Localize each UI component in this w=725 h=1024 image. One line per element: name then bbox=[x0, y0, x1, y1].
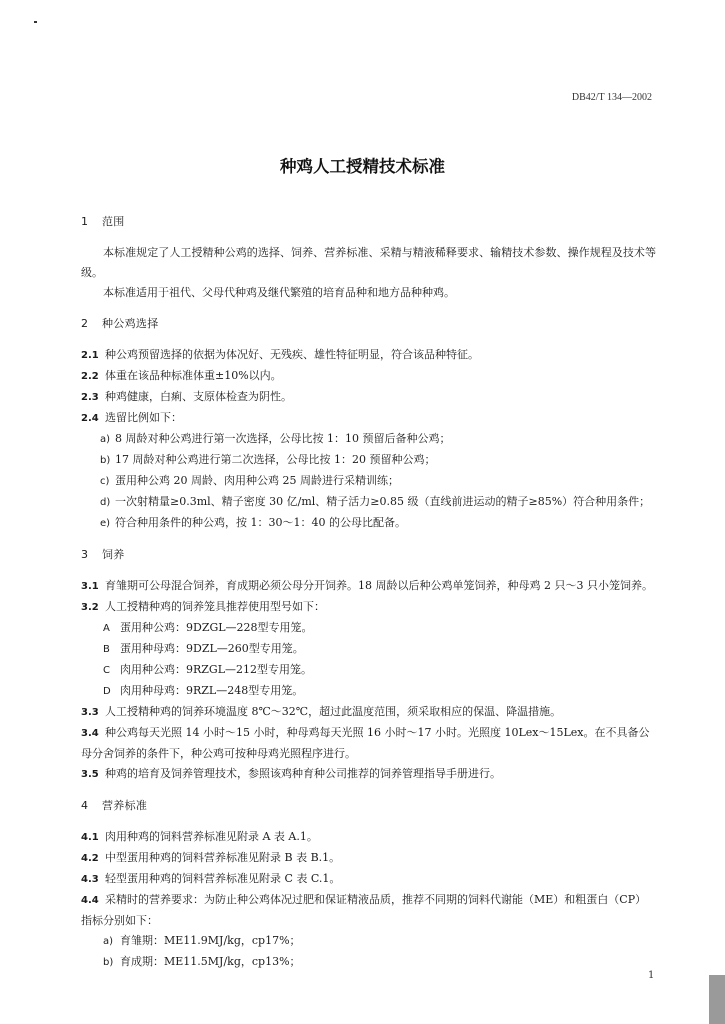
clause-number: 2.2 bbox=[81, 371, 99, 382]
list-text: 肉用种母鸡：9RZL—248型专用笼。 bbox=[120, 684, 304, 697]
section-number: 3 bbox=[81, 548, 89, 561]
list-text: 蛋用种公鸡：9DZGL—228型专用笼。 bbox=[120, 621, 313, 634]
list-text: 一次射精量≥0.3ml、精子密度 30 亿/ml、精子活力≥0.85 级（直线前进运动的精子≥85%）符合种用条件； bbox=[115, 495, 651, 508]
list-text: 肉用种公鸡：9RZGL—212型专用笼。 bbox=[120, 663, 313, 676]
list-marker: D bbox=[103, 686, 111, 697]
clause-text: 种公鸡预留选择的依据为体况好、无残疾、雄性特征明显，符合该品种特征。 bbox=[105, 348, 479, 361]
clause-4-4 bbox=[81, 890, 656, 931]
clause-3-4 bbox=[81, 723, 656, 764]
clause-number: 4.1 bbox=[81, 832, 99, 843]
list-item bbox=[81, 450, 656, 471]
scan-edge-shadow bbox=[709, 975, 725, 1024]
list-marker: e) bbox=[100, 518, 111, 529]
document-body bbox=[81, 213, 656, 973]
list-text: 17 周龄对种公鸡进行第二次选择，公母比按 1：20 预留种公鸡； bbox=[115, 453, 436, 466]
section-number: 1 bbox=[81, 215, 89, 228]
clause-4-3 bbox=[81, 869, 656, 890]
clause-2-2 bbox=[81, 366, 656, 387]
clause-text: 人工授精种鸡的饲养笼具推荐使用型号如下： bbox=[105, 600, 325, 613]
list-marker: b) bbox=[103, 957, 114, 968]
list-item bbox=[81, 471, 656, 492]
clause-text: 选留比例如下： bbox=[105, 411, 182, 424]
clause-text: 种公鸡每天光照 14 小时～15 小时，种母鸡每天光照 16 小时～17 小时。光照度 10Lex～15Lex。在不具备公母分舍饲养的条件下，种公鸡可按种母鸡光照程序进行。 bbox=[81, 726, 650, 760]
clause-number: 3.4 bbox=[81, 728, 99, 739]
list-item bbox=[81, 681, 656, 702]
clause-3-3 bbox=[81, 702, 656, 723]
clause-text: 育雏期可公母混合饲养，育成期必须公母分开饲养。18 周龄以后种公鸡单笼饲养，种母鸡 2 只～3 只小笼饲养。 bbox=[105, 579, 653, 592]
list-item bbox=[81, 639, 656, 660]
list-marker: d) bbox=[100, 497, 111, 508]
section-title: 饲养 bbox=[102, 548, 125, 561]
clause-text: 采精时的营养要求：为防止种公鸡体况过肥和保证精液品质，推荐不同期的饲料代谢能（ME）和粗蛋白（CP）指标分别如下： bbox=[81, 893, 647, 927]
section-title: 种公鸡选择 bbox=[102, 317, 159, 330]
paragraph: 本标准适用于祖代、父母代种鸡及继代繁殖的培育品种和地方品种种鸡。 bbox=[103, 286, 455, 299]
list-item bbox=[81, 618, 656, 639]
clause-number: 3.2 bbox=[81, 602, 99, 613]
clause-number: 4.4 bbox=[81, 895, 99, 906]
list-text: 符合种用条件的种公鸡，按 1：30～1：40 的公母比配备。 bbox=[115, 516, 406, 529]
clause-4-1 bbox=[81, 827, 656, 848]
clause-2-4 bbox=[81, 408, 656, 429]
list-text: 蛋用种公鸡 20 周龄、肉用种公鸡 25 周龄进行采精训练； bbox=[115, 474, 399, 487]
clause-3-5 bbox=[81, 764, 656, 785]
section-number: 2 bbox=[81, 317, 89, 330]
clause-text: 中型蛋用种鸡的饲料营养标准见附录 B 表 B.1。 bbox=[105, 851, 341, 864]
list-marker: B bbox=[103, 644, 110, 655]
clause-number: 3.5 bbox=[81, 769, 99, 780]
standard-code: DB42/T 134—2002 bbox=[571, 92, 652, 103]
section-title: 范围 bbox=[102, 215, 125, 228]
clause-2-3 bbox=[81, 387, 656, 408]
clause-text: 轻型蛋用种鸡的饲料营养标准见附录 C 表 C.1。 bbox=[105, 872, 341, 885]
section-title: 营养标准 bbox=[102, 799, 148, 812]
list-text: 育成期：ME11.5MJ/kg，cp13%； bbox=[120, 955, 301, 968]
clause-text: 体重在该品种标准体重±10%以内。 bbox=[105, 369, 282, 382]
list-marker: a) bbox=[100, 434, 111, 445]
scan-speck bbox=[34, 21, 37, 23]
clause-text: 肉用种鸡的饲料营养标准见附录 A 表 A.1。 bbox=[105, 830, 318, 843]
list-text: 蛋用种母鸡：9DZL—260型专用笼。 bbox=[120, 642, 304, 655]
list-marker: b) bbox=[100, 455, 111, 466]
clause-number: 2.3 bbox=[81, 392, 99, 403]
list-marker: c) bbox=[100, 476, 110, 487]
list-marker: a) bbox=[103, 936, 114, 947]
list-text: 8 周龄对种公鸡进行第一次选择，公母比按 1：10 预留后备种公鸡； bbox=[115, 432, 451, 445]
list-text: 育雏期：ME11.9MJ/kg，cp17%； bbox=[120, 934, 301, 947]
section-heading-1 bbox=[81, 213, 656, 229]
clause-3-1 bbox=[81, 576, 656, 597]
section-heading-3 bbox=[81, 546, 656, 562]
document-title: 种鸡人工授精技术标准 bbox=[280, 157, 445, 176]
clause-text: 种鸡健康，白痢、支原体检查为阴性。 bbox=[105, 390, 292, 403]
list-marker: C bbox=[103, 665, 110, 676]
clause-number: 2.1 bbox=[81, 350, 99, 361]
list-item bbox=[81, 660, 656, 681]
clause-number: 4.3 bbox=[81, 874, 99, 885]
list-item bbox=[81, 513, 656, 534]
clause-text: 人工授精种鸡的饲养环境温度 8℃～32℃，超过此温度范围，须采取相应的保温、降温措施。 bbox=[105, 705, 562, 718]
section-heading-2 bbox=[81, 315, 656, 331]
page-number: 1 bbox=[648, 970, 655, 981]
list-item bbox=[81, 492, 656, 513]
list-item bbox=[81, 952, 656, 973]
paragraph: 本标准规定了人工授精种公鸡的选择、饲养、营养标准、采精与精液稀释要求、输精技术参数、操作规程及技术等级。 bbox=[81, 246, 656, 279]
clause-number: 4.2 bbox=[81, 853, 99, 864]
clause-text: 种鸡的培育及饲养管理技术，参照该鸡种育种公司推荐的饲养管理指导手册进行。 bbox=[105, 767, 501, 780]
section-heading-4 bbox=[81, 797, 656, 813]
clause-number: 3.1 bbox=[81, 581, 99, 592]
section-number: 4 bbox=[81, 799, 89, 812]
clause-number: 3.3 bbox=[81, 707, 99, 718]
clause-3-2 bbox=[81, 597, 656, 618]
list-marker: A bbox=[103, 623, 110, 634]
clause-4-2 bbox=[81, 848, 656, 869]
clause-2-1 bbox=[81, 345, 656, 366]
list-item bbox=[81, 429, 656, 450]
clause-number: 2.4 bbox=[81, 413, 99, 424]
list-item bbox=[81, 931, 656, 952]
